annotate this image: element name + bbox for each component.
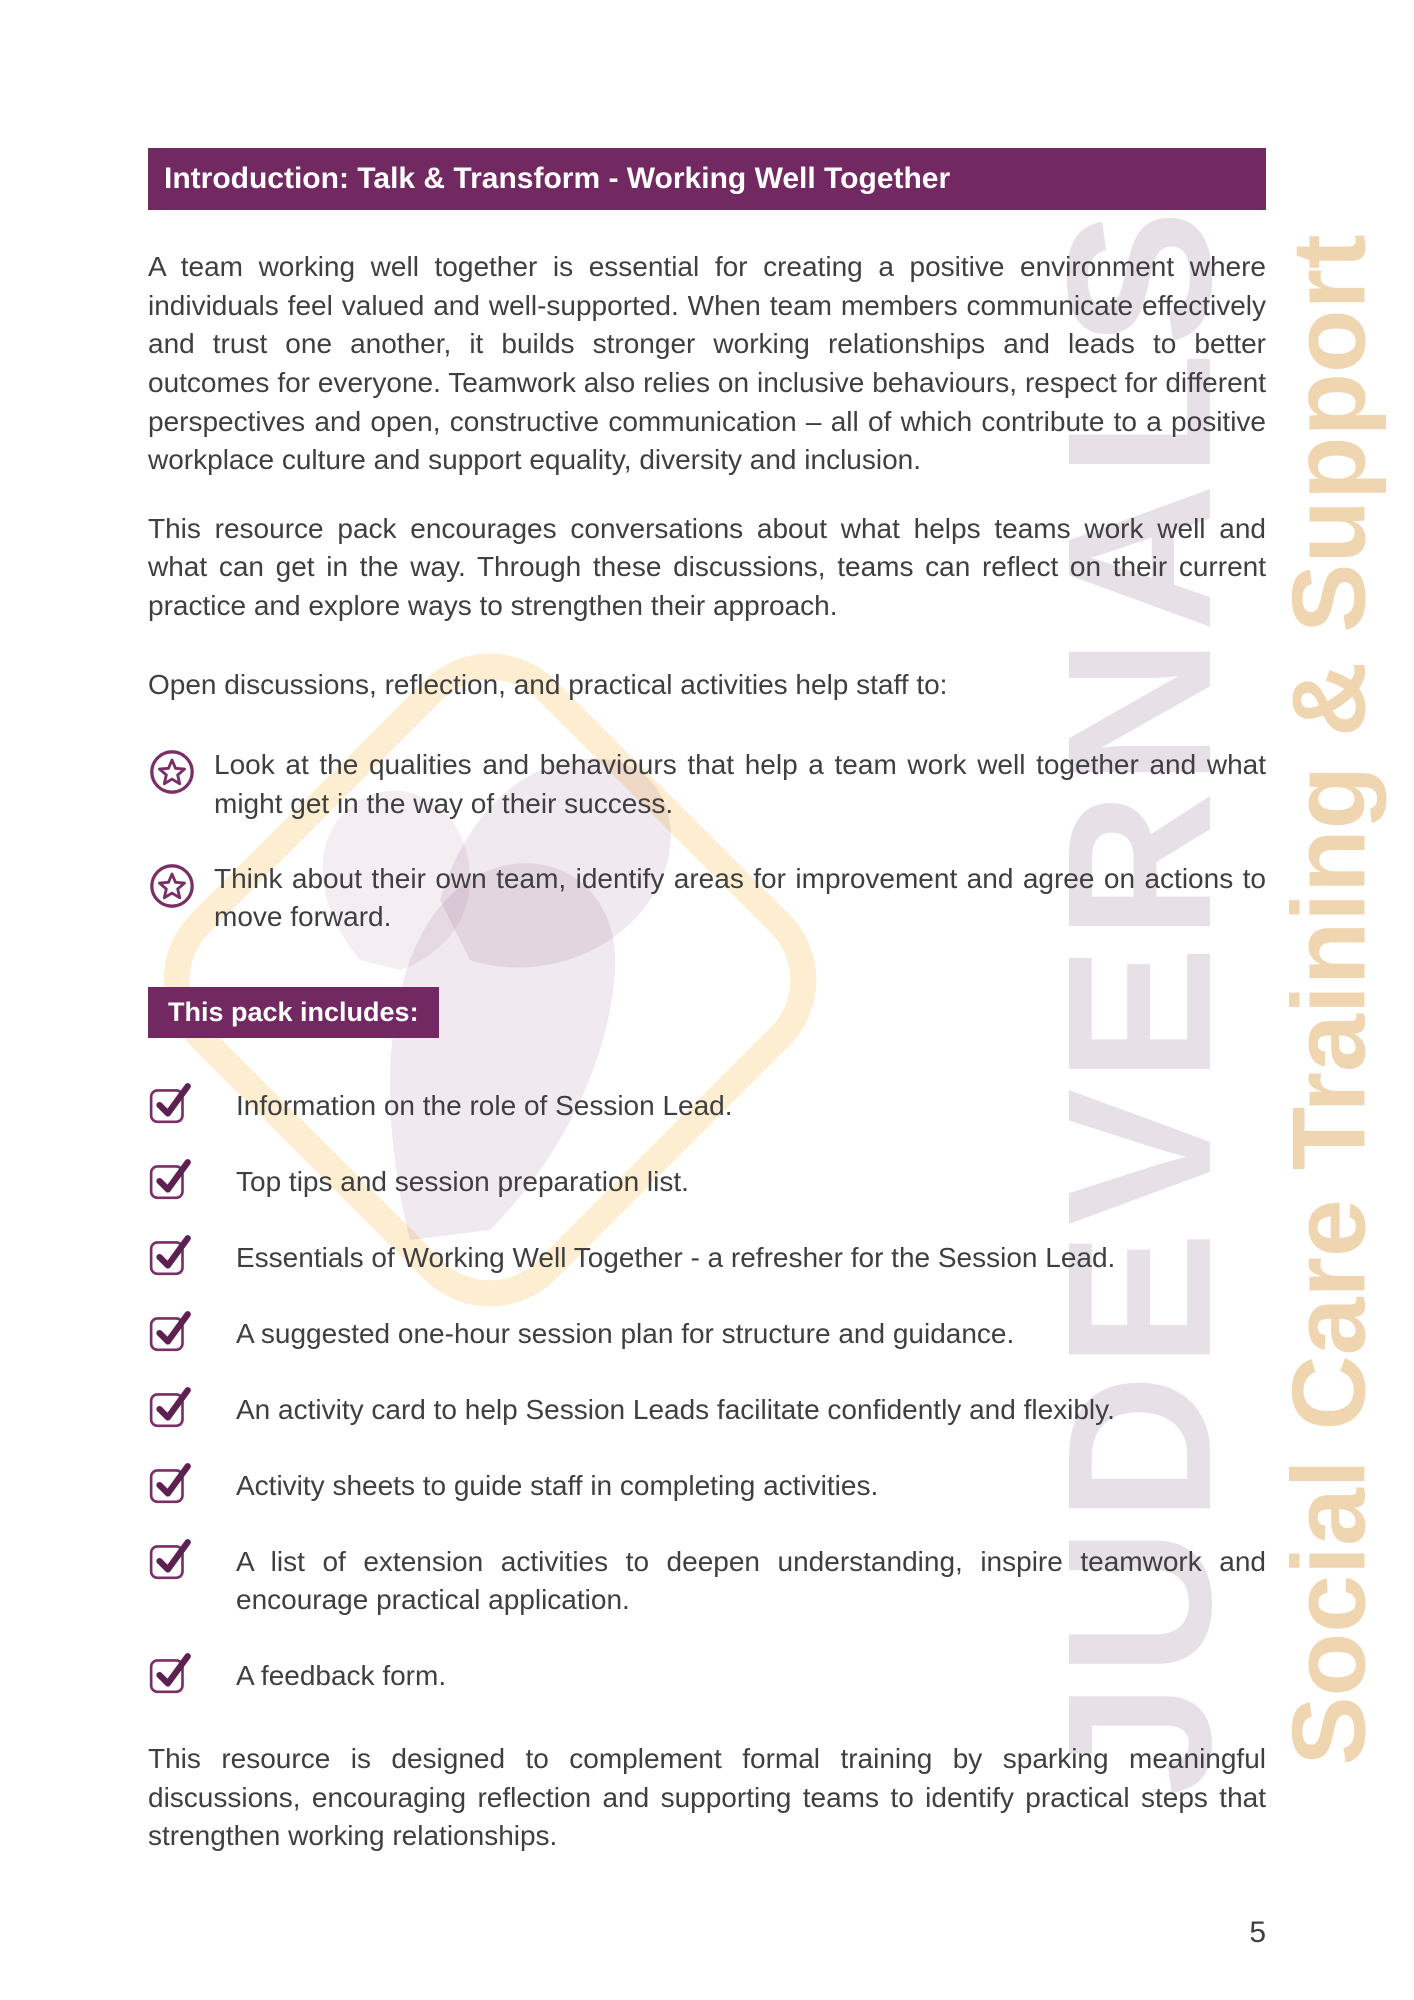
checkbox-checked-icon [148, 1080, 194, 1126]
checklist-item [148, 1654, 1266, 1696]
checklist-item [148, 1464, 1266, 1506]
star-circle-icon [148, 862, 196, 910]
checklist-item-text: Essentials of Working Well Together - a refresher for the Session Lead. [236, 1241, 1116, 1273]
closing-paragraph: This resource is designed to complement formal training by sparking meaningful discussions, encouraging reflection and supporting teams to identify practical steps that strengthen working relationships. [148, 1743, 1266, 1852]
checkbox-checked-icon [148, 1156, 194, 1202]
star-bullet-item [148, 860, 1266, 937]
checklist-item-text: Activity sheets to guide staff in completing activities. [236, 1469, 879, 1501]
checklist-item-text: A suggested one-hour session plan for structure and guidance. [236, 1317, 1015, 1349]
pack-includes-label [148, 987, 439, 1038]
page-content [148, 148, 1266, 1886]
checklist-item [148, 1236, 1266, 1278]
watermark-brand-text: JUDEVERNALS [1025, 203, 1254, 1797]
watermark-tagline-text: Social Care Training & Support [1271, 234, 1388, 1766]
checklist-item-text: Information on the role of Session Lead. [236, 1089, 733, 1121]
star-bullet-item [148, 746, 1266, 823]
activities-lead-line: Open discussions, reflection, and practical activities help staff to: [148, 668, 948, 700]
star-bullet-text: Look at the qualities and behaviours that help a team work well together and what might get in the way of their success. [214, 749, 1266, 819]
checklist-item [148, 1540, 1266, 1620]
star-circle-icon [148, 748, 196, 796]
checklist-item-text: Top tips and session preparation list. [236, 1165, 689, 1197]
checkbox-checked-icon [148, 1384, 194, 1430]
pack-includes-label-text: This pack includes: [168, 996, 419, 1027]
section-title: Introduction: Talk & Transform - Working Well Together [164, 162, 951, 195]
resource-pack-paragraph: This resource pack encourages conversations about what helps teams work well and what can get in the way. Through these discussions, teams can reflect on their current practice and explore ways to strengthen their approach. [148, 512, 1266, 621]
checklist-item [148, 1388, 1266, 1430]
checkbox-checked-icon [148, 1460, 194, 1506]
checklist-item-text: A feedback form. [236, 1660, 447, 1691]
checkbox-checked-icon [148, 1650, 194, 1696]
checklist-item [148, 1084, 1266, 1126]
section-title-bar [148, 148, 1266, 210]
star-bullet-text: Think about their own team, identify areas for improvement and agree on actions to move forward. [214, 862, 1266, 933]
checklist-item [148, 1160, 1266, 1202]
checklist-item-text: A list of extension activities to deepen understanding, inspire teamwork and encourage practical application. [236, 1545, 1266, 1616]
checklist-item-text: An activity card to help Session Leads facilitate confidently and flexibly. [236, 1393, 1115, 1425]
checkbox-checked-icon [148, 1232, 194, 1278]
checkbox-checked-icon [148, 1308, 194, 1354]
checklist-item [148, 1312, 1266, 1354]
page-number: 5 [1249, 1916, 1266, 1949]
checkbox-checked-icon [148, 1536, 194, 1582]
intro-paragraph: A team working well together is essential for creating a positive environment where individuals feel valued and well-supported. When team members communicate effectively and trust one another, it builds stronger working relationships and leads to better outcomes for everyone. Teamwork also relies on inclusive behaviours, respect for different perspectives and open, constructive communication – all of which contribute to a positive workplace culture and support equality, diversity and inclusion. [148, 251, 1266, 476]
